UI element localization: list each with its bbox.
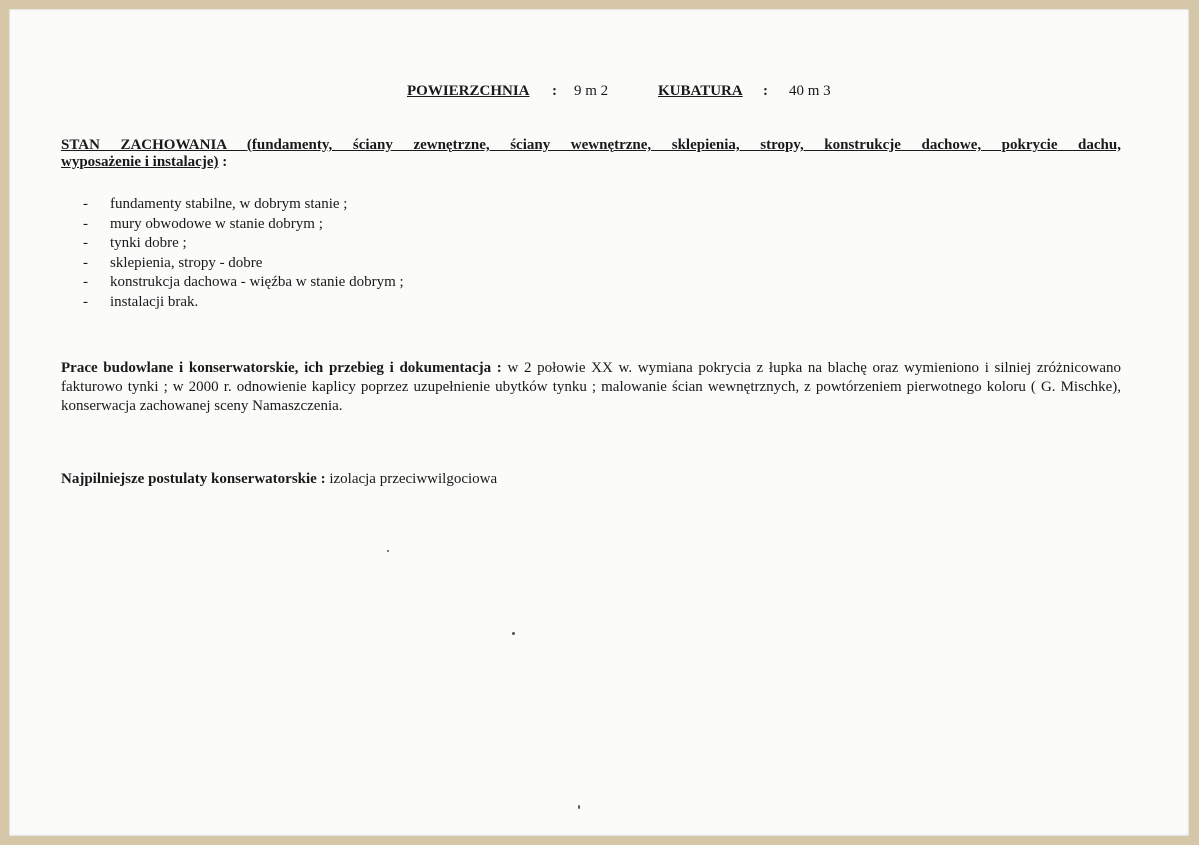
list-item: - instalacji brak.	[83, 293, 404, 313]
postulates-text: izolacja przeciwwilgociowa	[329, 471, 498, 487]
surface-separator: :	[552, 83, 557, 99]
condition-list	[83, 195, 404, 312]
paper-speck	[578, 805, 580, 809]
document-page	[9, 9, 1189, 836]
condition-heading-line2: wyposażenie i instalacje)	[61, 154, 219, 170]
surface-label: POWIERZCHNIA	[407, 83, 530, 99]
list-item: - fundamenty stabilne, w dobrym stanie ;	[83, 195, 404, 215]
condition-heading-continued	[61, 154, 227, 171]
volume-separator: :	[763, 83, 768, 99]
paper-speck	[512, 632, 515, 635]
works-label: Prace budowlane i konserwatorskie, ich przebieg i dokumentacja :	[61, 360, 502, 376]
paper-speck	[387, 550, 389, 552]
works-paragraph	[61, 359, 1121, 416]
volume-value: 40 m 3	[789, 83, 831, 99]
surface-value: 9 m 2	[574, 83, 609, 99]
works-text: w 2 połowie XX w. wymiana pokrycia z łupka na blachę oraz wymieniono i silniej zróżnicowano fakturowo tynki ; w 2000 r. odnowienie kaplicy poprzez uzupełnienie ubytków tynku ; malowanie ścian wewnętrznych, z powtórzeniem pierwotnego koloru ( G. Mischke), konserwacja zachowanej sceny Namaszczenia.	[61, 360, 1122, 414]
list-item: - mury obwodowe w stanie dobrym ;	[83, 215, 404, 235]
volume-label: KUBATURA	[658, 83, 743, 99]
list-item: - sklepienia, stropy - dobre	[83, 254, 404, 274]
list-item: - tynki dobre ;	[83, 234, 404, 254]
condition-heading-colon: :	[222, 154, 228, 170]
postulates-label: Najpilniejsze postulaty konserwatorskie :	[61, 471, 326, 487]
condition-heading: STAN ZACHOWANIA (fundamenty, ściany zewnętrzne, ściany wewnętrzne, sklepienia, stropy, konstrukcje dachowe, pokrycie dachu,	[61, 137, 1121, 153]
postulates-line	[61, 470, 497, 489]
list-item: - konstrukcja dachowa - więźba w stanie dobrym ;	[83, 273, 404, 293]
